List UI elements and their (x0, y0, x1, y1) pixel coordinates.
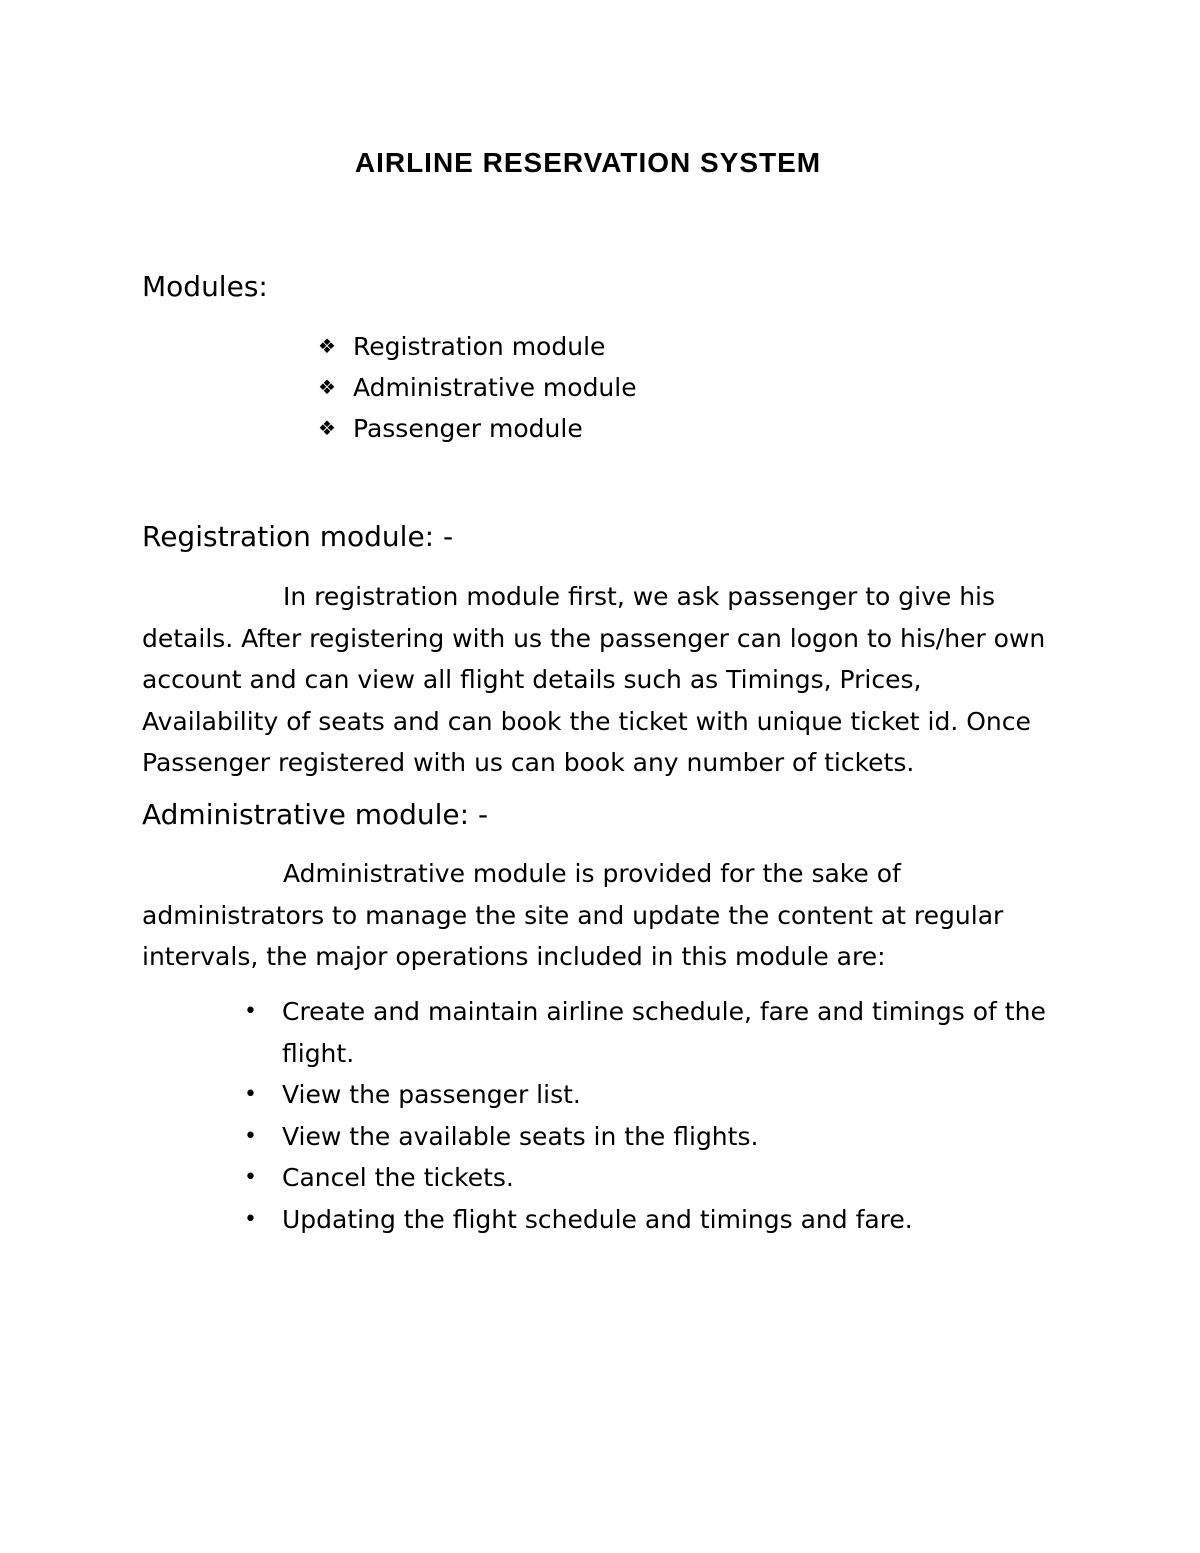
list-item (244, 1116, 1074, 1158)
modules-heading: Modules: (142, 270, 268, 303)
modules-list (318, 326, 637, 449)
operations-list (244, 991, 1074, 1240)
document-title: AIRLINE RESERVATION SYSTEM (354, 147, 822, 178)
diamond-bullet-icon: ❖ (318, 375, 336, 399)
bullet-dot-icon: • (244, 1123, 257, 1149)
administrative-heading: Administrative module: - (142, 798, 489, 831)
operation-text: Updating the flight schedule and timings and fare. (282, 1204, 913, 1234)
list-item (244, 1199, 1074, 1241)
registration-paragraph: In registration module first, we ask passenger to give his details. After registering with us the passenger can logon to his/her own account and can view all flight details such as Timings, Prices, Availability of seats and can book the ticket with unique ticket id. Once Passenger registered with us can book any number of tickets. (142, 582, 1046, 777)
module-label: Registration module (353, 332, 606, 361)
operation-text: Cancel the tickets. (282, 1163, 514, 1192)
module-label: Passenger module (353, 414, 583, 443)
list-item (318, 367, 637, 408)
bullet-dot-icon: • (244, 1165, 257, 1190)
operation-text: View the available seats in the flights. (282, 1121, 759, 1151)
diamond-bullet-icon: ❖ (318, 334, 336, 358)
operation-text: View the passenger list. (282, 1080, 581, 1109)
registration-heading: Registration module: - (142, 520, 454, 553)
list-item (244, 1074, 1074, 1116)
bullet-dot-icon: • (244, 1206, 257, 1232)
diamond-bullet-icon: ❖ (318, 416, 336, 440)
bullet-dot-icon: • (244, 999, 257, 1024)
module-label: Administrative module (353, 373, 637, 402)
administrative-paragraph: Administrative module is provided for the sake of administrators to manage the site and update the content at regular intervals, the major operations included in this module are: (142, 859, 1004, 971)
list-item (244, 1157, 1074, 1199)
list-item (244, 991, 1074, 1074)
list-item (318, 408, 637, 449)
bullet-dot-icon: • (244, 1082, 257, 1107)
operation-text: Create and maintain airline schedule, fare and timings of the flight. (282, 997, 1046, 1068)
list-item (318, 326, 637, 367)
